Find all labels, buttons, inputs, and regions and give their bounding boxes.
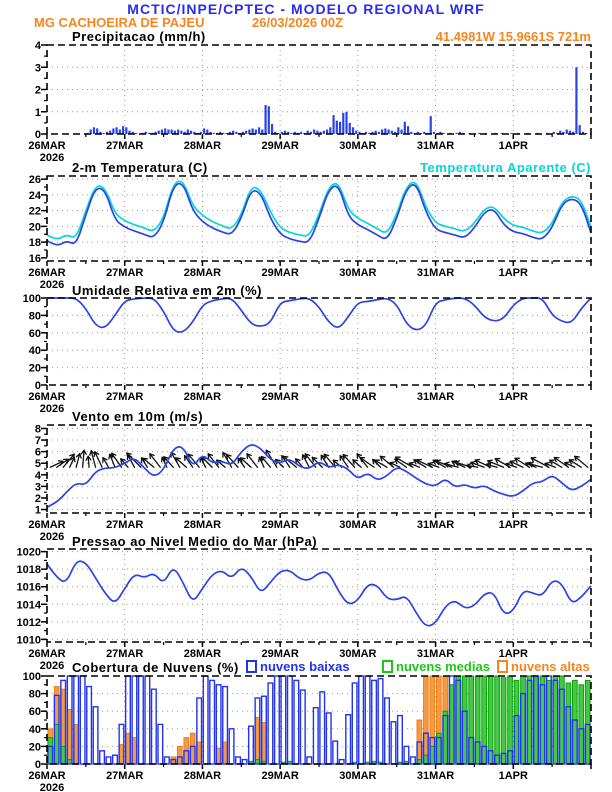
y-tick-label: 7	[34, 435, 41, 448]
grid	[47, 425, 591, 513]
legend-apparent-temperature: Temperatura Aparente (C)	[420, 160, 591, 175]
x-tick-label: 27MAR	[106, 140, 144, 152]
cloud-bar	[320, 692, 325, 764]
precip-bar	[125, 127, 127, 134]
precip-bar	[400, 130, 402, 134]
cloud-bar	[106, 757, 111, 764]
cloud-bar	[300, 690, 305, 764]
cloud-bar	[87, 687, 92, 764]
precip-bar	[397, 127, 399, 134]
x-tick-label: 29MAR	[261, 648, 299, 660]
x-tick-label: 26MAR	[28, 391, 66, 403]
cloud-bar	[139, 676, 144, 764]
precip-bar	[368, 133, 370, 134]
y-tick-label: 3	[34, 62, 41, 75]
cloud-bar	[210, 680, 215, 764]
x-tick-label: 27MAR	[106, 648, 144, 660]
precip-bar	[566, 130, 568, 134]
x-tick-label: 30MAR	[339, 140, 377, 152]
precip-bar	[378, 132, 380, 134]
cloud-bar	[236, 757, 241, 764]
station-coordinates: 41.4981W 15.9661S 721m	[435, 29, 591, 44]
panel-title-wind: Vento em 10m (m/s)	[72, 409, 204, 424]
y-tick-label: 0	[34, 759, 41, 771]
cloud-bar	[229, 729, 234, 764]
y-tick-label: 4	[34, 40, 41, 52]
y-tick-label: 80	[28, 688, 41, 701]
cloud-bar	[294, 680, 299, 764]
x-tick-label: 28MAR	[183, 267, 222, 279]
y-tick-label: 16	[28, 252, 41, 265]
y-tick-label: 26	[28, 174, 41, 187]
cloud-bar	[385, 698, 390, 764]
legend-mid-clouds	[382, 659, 490, 674]
y-tick-label: 1012	[16, 616, 41, 629]
mid-clouds-swatch-icon	[382, 660, 393, 673]
precip-bar	[116, 127, 118, 134]
x-tick-label: 26MAR	[28, 140, 66, 152]
precip-bar	[332, 115, 334, 134]
low-clouds-label: nuvens baixas	[260, 659, 350, 674]
x-tick-label: 1APR	[498, 770, 528, 782]
precip-bar	[511, 133, 513, 134]
x-tick-label: 30MAR	[339, 519, 377, 531]
axis-ticks	[41, 428, 591, 518]
precip-bar	[252, 128, 254, 134]
x-tick-label: 28MAR	[183, 648, 222, 660]
y-tick-label: 80	[28, 310, 41, 323]
cloud-bar	[152, 689, 157, 764]
precip-bar	[180, 131, 182, 134]
plot-border	[47, 45, 591, 134]
y-tick-label: 100	[22, 293, 41, 305]
axis-labels	[17, 547, 528, 672]
cloud-bar	[275, 676, 280, 764]
cloud-bar	[391, 722, 396, 764]
cloud-bar	[411, 757, 416, 764]
y-tick-label: 60	[28, 327, 41, 340]
x-tick-label: 27MAR	[106, 519, 144, 531]
cloud-bar	[268, 683, 273, 764]
cloud-bar	[495, 676, 500, 764]
x-tick-label: 31MAR	[416, 519, 455, 531]
cloud-bar	[145, 676, 150, 764]
station-name: MG CACHOEIRA DE PAJEU	[34, 15, 205, 30]
cloud-bar	[501, 678, 506, 764]
x-tick-label: 26MAR	[28, 267, 66, 279]
precip-bar	[203, 128, 205, 134]
precip-bar	[323, 131, 325, 134]
precip-bar	[190, 131, 192, 134]
precip-bar	[96, 128, 98, 134]
cloud-bar	[93, 707, 98, 764]
x-tick-label: 30MAR	[339, 770, 377, 782]
legend-low-clouds	[246, 659, 350, 674]
cloud-bar	[307, 757, 312, 764]
x-tick-label: 1APR	[498, 519, 528, 531]
y-tick-label: 1010	[16, 634, 41, 647]
wind-series	[47, 445, 591, 507]
precip-bar	[410, 132, 412, 134]
temperature-series	[47, 181, 591, 244]
x-tick-label: 31MAR	[416, 267, 455, 279]
y-tick-label: 1016	[16, 581, 41, 594]
precip-bar	[342, 113, 344, 134]
y-tick-label: 0	[34, 129, 41, 141]
x-axis-year-label: 2026	[39, 152, 65, 164]
x-tick-label: 26MAR	[28, 519, 66, 531]
precip-bar	[271, 124, 273, 134]
cloud-bar	[352, 683, 357, 764]
precip-bar	[433, 132, 435, 134]
panel-title-precipitation: Precipitacao (mm/h)	[72, 29, 206, 44]
precip-bar	[430, 116, 432, 134]
x-axis-year-label: 2026	[39, 660, 65, 672]
precip-bar	[264, 105, 266, 134]
precip-bar	[345, 112, 347, 134]
precip-bar	[384, 128, 386, 134]
precip-bar	[245, 131, 247, 134]
grid	[47, 45, 591, 134]
cloud-bar	[158, 724, 163, 764]
cloud-bar	[333, 741, 338, 764]
cloud-bar	[346, 715, 351, 764]
cloud-bar	[365, 676, 370, 764]
y-tick-label: 20	[28, 362, 41, 375]
x-axis-year-label: 2026	[39, 403, 65, 415]
precip-bar	[407, 126, 409, 134]
legend-high-clouds	[497, 659, 590, 674]
x-tick-label: 31MAR	[416, 648, 455, 660]
precip-bar	[258, 127, 260, 134]
precip-bar	[349, 123, 351, 134]
y-tick-label: 100	[22, 671, 41, 683]
cloud-bar	[313, 708, 318, 764]
plot-border	[47, 425, 591, 513]
precip-bar	[300, 132, 302, 134]
x-tick-label: 28MAR	[183, 140, 222, 152]
cloud-bar	[100, 751, 105, 764]
cloud-bar	[164, 757, 169, 764]
precip-bar	[355, 131, 357, 134]
x-tick-label: 26MAR	[28, 648, 66, 660]
grid	[47, 549, 591, 642]
x-tick-label: 26MAR	[28, 770, 66, 782]
x-tick-label: 29MAR	[261, 140, 299, 152]
y-tick-label: 5	[34, 458, 41, 471]
x-tick-label: 30MAR	[339, 391, 377, 403]
precip-bar	[135, 133, 137, 134]
y-tick-label: 1020	[16, 546, 41, 559]
run-datetime: 26/03/2026 00Z	[252, 15, 344, 30]
y-tick-label: 60	[28, 706, 41, 719]
x-tick-label: 1APR	[498, 140, 528, 152]
precipitation-series	[86, 67, 587, 134]
cloud-bar	[378, 679, 383, 764]
x-tick-label: 29MAR	[261, 770, 299, 782]
y-tick-label: 2	[34, 492, 41, 505]
y-tick-label: 24	[28, 189, 41, 202]
cloud-bar	[281, 676, 286, 764]
precip-bar	[103, 133, 105, 134]
x-tick-label: 28MAR	[183, 770, 222, 782]
x-tick-label: 31MAR	[416, 391, 455, 403]
precip-bar	[122, 126, 124, 134]
x-tick-label: 27MAR	[106, 770, 144, 782]
cloud-bar	[113, 755, 118, 764]
x-axis-year-label: 2026	[39, 531, 65, 543]
x-tick-label: 30MAR	[339, 267, 377, 279]
y-tick-label: 22	[28, 205, 41, 218]
cloud-bar	[249, 726, 254, 764]
axis-ticks	[41, 552, 591, 647]
cloud-cover-chart	[0, 671, 612, 792]
cloud-cover-series	[48, 676, 590, 764]
humidity-chart	[0, 293, 612, 415]
cloud-bar	[372, 680, 377, 764]
precip-bar	[158, 131, 160, 134]
precip-bar	[164, 128, 166, 134]
y-tick-label: 40	[28, 345, 41, 358]
x-tick-label: 1APR	[498, 391, 528, 403]
panel-title-temperature: 2-m Temperatura (C)	[72, 160, 208, 175]
precip-bar	[235, 132, 237, 134]
cloud-bar	[288, 676, 293, 764]
y-tick-label: 8	[34, 423, 41, 436]
cloud-bar	[359, 676, 364, 764]
x-tick-label: 28MAR	[183, 519, 222, 531]
x-tick-label: 1APR	[498, 648, 528, 660]
x-tick-label: 29MAR	[261, 267, 299, 279]
precip-bar	[290, 133, 292, 134]
y-tick-label: 1	[34, 504, 41, 517]
high-clouds-label: nuvens altas	[511, 659, 590, 674]
axis-ticks	[41, 45, 591, 139]
y-tick-label: 6	[34, 446, 41, 459]
precip-bar	[93, 127, 95, 134]
precip-bar	[339, 122, 341, 134]
precip-bar	[313, 130, 315, 134]
y-tick-label: 18	[28, 237, 41, 250]
high-clouds-swatch-icon	[497, 660, 508, 673]
plot-border	[47, 549, 591, 642]
axis-labels	[28, 423, 528, 543]
x-tick-label: 29MAR	[261, 519, 299, 531]
y-tick-label: 1018	[16, 564, 41, 577]
precipitation-chart	[0, 40, 612, 164]
panel-title-humidity: Umidade Relativa em 2m (%)	[72, 283, 263, 298]
cloud-bar	[203, 676, 208, 764]
x-tick-label: 27MAR	[106, 267, 144, 279]
precip-bar	[575, 67, 577, 134]
precip-bar	[404, 122, 406, 134]
x-tick-label: 30MAR	[339, 648, 377, 660]
axis-labels	[28, 40, 528, 164]
panel-title-cloud-cover: Cobertura de Nuvens (%)	[72, 660, 239, 675]
precip-bar	[268, 106, 270, 134]
x-axis-year-label: 2026	[39, 782, 65, 792]
y-tick-label: 20	[28, 221, 41, 234]
pressao-ao-nivel-medio-do-mar-hpa--line	[47, 561, 591, 625]
x-tick-label: 28MAR	[183, 391, 222, 403]
x-axis-year-label: 2026	[39, 279, 65, 291]
x-tick-label: 29MAR	[261, 391, 299, 403]
precip-bar	[352, 127, 354, 134]
y-tick-label: 20	[28, 741, 41, 754]
y-tick-label: 2	[34, 84, 41, 97]
pressure-series	[47, 561, 591, 625]
precip-bar	[329, 127, 331, 134]
mid-clouds-label: nuvens medias	[396, 659, 490, 674]
x-tick-label: 31MAR	[416, 140, 455, 152]
y-tick-label: 40	[28, 723, 41, 736]
y-tick-label: 4	[34, 469, 41, 482]
precip-bar	[148, 133, 150, 134]
y-tick-label: 1	[34, 106, 41, 119]
x-tick-label: 27MAR	[106, 391, 144, 403]
panel-title-pressure: Pressao ao Nivel Medio do Mar (hPa)	[72, 534, 318, 549]
precip-bar	[456, 133, 458, 134]
precip-bar	[213, 133, 215, 134]
cloud-bar	[398, 716, 403, 764]
x-tick-label: 1APR	[498, 267, 528, 279]
model-title: MCTIC/INPE/CPTEC - MODELO REGIONAL WRF	[127, 1, 485, 17]
precip-bar	[579, 125, 581, 134]
y-tick-label: 0	[34, 380, 41, 392]
y-tick-label: 1014	[16, 599, 41, 612]
umidade-relativa-em-2m--line	[47, 298, 591, 332]
y-tick-label: 3	[34, 481, 41, 494]
cloud-bar	[80, 676, 85, 764]
humidity-series	[47, 298, 591, 332]
low-clouds-swatch-icon	[246, 660, 257, 673]
precip-bar	[112, 128, 114, 134]
precip-bar	[336, 121, 338, 134]
x-tick-label: 31MAR	[416, 770, 455, 782]
cloud-bar	[326, 713, 331, 764]
